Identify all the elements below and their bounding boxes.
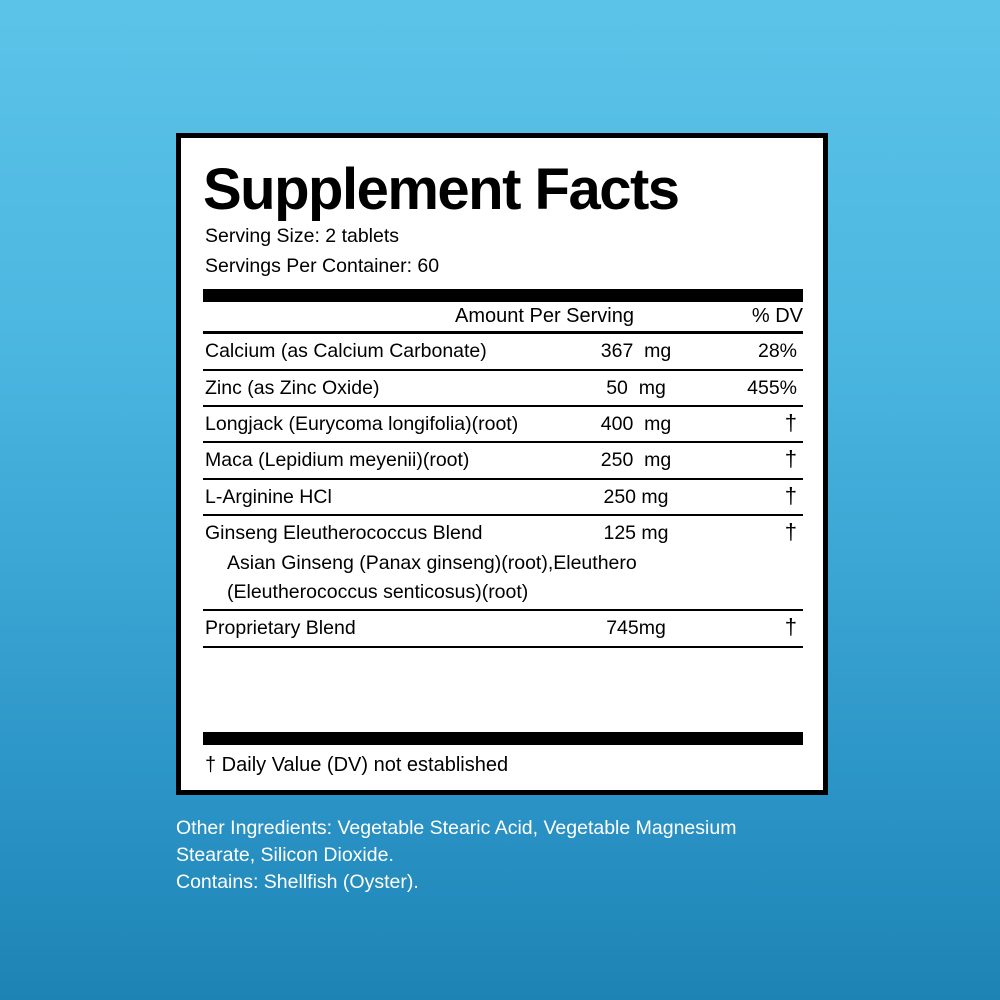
nutrient-amount: 400 mg — [600, 413, 672, 436]
nutrient-amount: 250 mg — [603, 485, 669, 508]
serving-size: Serving Size: 2 tablets — [205, 224, 400, 247]
blend-sub-line-1: Asian Ginseng (Panax ginseng)(root),Eleuthero — [227, 551, 637, 574]
nutrient-name: Calcium (as Calcium Carbonate) — [205, 340, 487, 363]
table-row — [203, 334, 803, 368]
nutrient-dv: † — [784, 519, 797, 545]
supplement-facts-panel — [176, 133, 828, 795]
table-row — [203, 611, 803, 645]
header-amount-per-serving: Amount Per Serving — [455, 305, 634, 328]
nutrient-dv: † — [784, 410, 797, 436]
nutrient-dv: † — [784, 446, 797, 472]
blank-space — [203, 648, 803, 732]
nutrient-dv: 455% — [747, 376, 797, 399]
table-row — [203, 516, 803, 550]
nutrient-name: Ginseng Eleutherococcus Blend — [205, 522, 483, 545]
table-row — [203, 480, 803, 514]
header-percent-dv: % DV — [751, 305, 803, 328]
nutrient-name: Proprietary Blend — [205, 617, 356, 640]
nutrient-dv: † — [784, 614, 797, 640]
contains-line: Contains: Shellfish (Oyster). — [176, 870, 419, 893]
servings-per-container: Servings Per Container: 60 — [205, 255, 440, 278]
nutrient-name: Maca (Lepidium meyenii)(root) — [205, 449, 470, 472]
nutrient-name: Longjack (Eurycoma longifolia)(root) — [205, 413, 519, 436]
daily-value-footnote: † Daily Value (DV) not established — [205, 753, 509, 776]
nutrient-amount: 745mg — [606, 617, 666, 640]
nutrient-name: L-Arginine HCl — [205, 485, 332, 508]
nutrient-amount: 50 mg — [606, 376, 666, 399]
table-row — [203, 371, 803, 405]
rule-thick-top — [203, 289, 803, 302]
nutrient-dv: † — [784, 482, 797, 508]
nutrient-amount: 367 mg — [600, 340, 672, 363]
rule-thick-bottom — [203, 732, 803, 745]
blend-sub-line-2: (Eleutherococcus senticosus)(root) — [227, 580, 529, 603]
table-row — [203, 407, 803, 441]
other-ingredients-line-2: Stearate, Silicon Dioxide. — [176, 843, 394, 866]
page-title: Supplement Facts — [203, 157, 679, 222]
nutrient-name: Zinc (as Zinc Oxide) — [205, 376, 380, 399]
table-row — [203, 443, 803, 477]
other-ingredients-line-1: Other Ingredients: Vegetable Stearic Acid, Vegetable Magnesium — [176, 817, 737, 839]
table-header-row — [203, 302, 803, 331]
panel-inner — [203, 148, 803, 780]
other-ingredients — [176, 815, 856, 896]
nutrient-dv: 28% — [757, 340, 797, 363]
nutrient-amount: 125 mg — [603, 522, 669, 545]
nutrient-amount: 250 mg — [600, 449, 672, 472]
